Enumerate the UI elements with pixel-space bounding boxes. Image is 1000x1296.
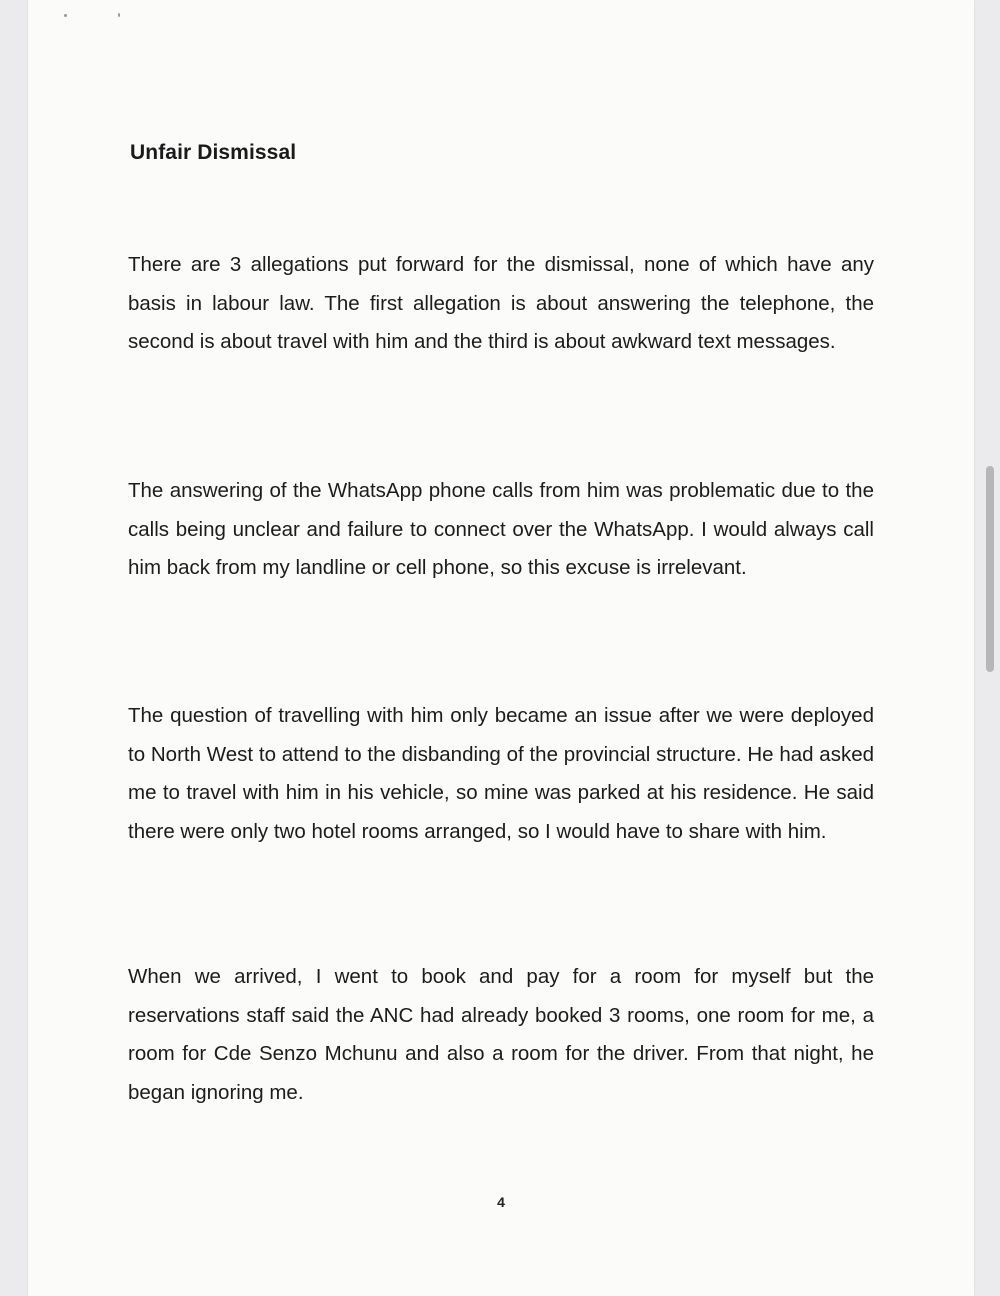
- paragraph-hotel-rooms: When we arrived, I went to book and pay for a room for myself but the reservations staff said the ANC had already booked 3 rooms, one room for me, a room for Cde Senzo Mchunu and also a room for the driver. From that night, he began ignoring me.: [128, 965, 874, 1104]
- scrollbar-thumb[interactable]: [986, 466, 994, 672]
- page-number: 4: [497, 1194, 505, 1210]
- paragraph-whatsapp-calls: The answering of the WhatsApp phone calls from him was problematic due to the calls being unclear and failure to connect over the WhatsApp. I would always call him back from my landline or cell phone, so this excuse is irrelevant.: [128, 479, 874, 579]
- paragraph-travel: The question of travelling with him only became an issue after we were deployed to North West to attend to the disbanding of the provincial structure. He had asked me to travel with him in his vehicle, so mine was parked at his residence. He said there were only two hotel rooms arranged, so I would have to share with him.: [128, 704, 874, 843]
- scan-speck: [118, 13, 120, 17]
- document-page: [28, 0, 974, 1296]
- paragraph-allegations: There are 3 allegations put forward for the dismissal, none of which have any basis in labour law. The first allegation is about answering the telephone, the second is about travel with him and the third is about awkward text messages.: [128, 253, 874, 353]
- section-heading: Unfair Dismissal: [130, 141, 297, 164]
- scan-speck: [64, 14, 67, 17]
